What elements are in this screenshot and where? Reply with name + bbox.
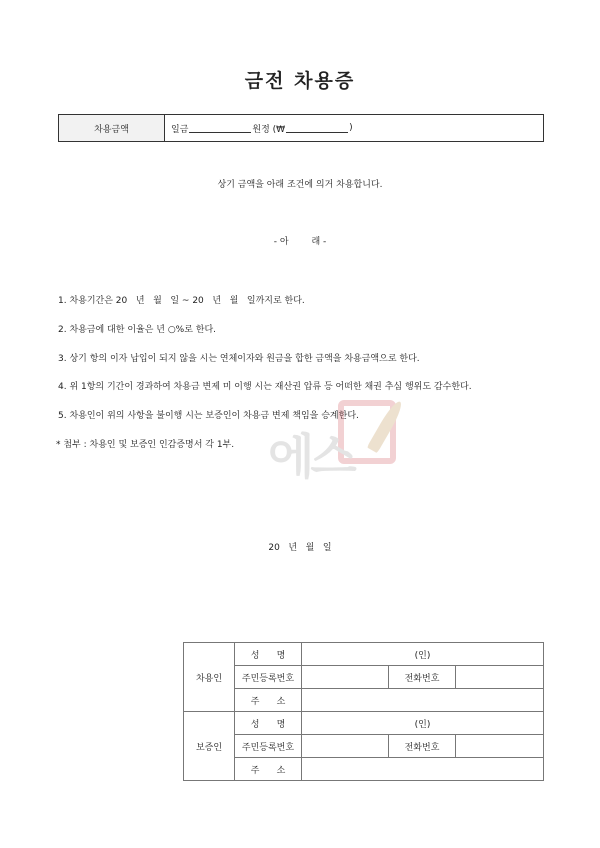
borrower-phone-label: 전화번호 <box>389 666 456 689</box>
clause-4: 4. 위 1항의 기간이 경과하여 차용금 변제 미 이행 시는 재산권 압류 등 어떠한 채권 추심 행위도 감수한다. <box>58 382 472 392</box>
borrower-phone-cell[interactable] <box>456 666 544 689</box>
amount-number-blank <box>286 124 348 133</box>
loan-amount-value <box>165 115 543 141</box>
attachment-note: * 첨부 : 차용인 및 보증인 인감증명서 각 1부. <box>56 440 235 450</box>
borrower-address-cell[interactable] <box>302 689 544 712</box>
borrower-address-label: 주 소 <box>235 689 302 712</box>
amount-won-label: 원정 (₩ <box>252 124 286 135</box>
amount-korean-blank <box>189 124 251 133</box>
guarantor-id-cell[interactable] <box>302 735 389 758</box>
intro-statement: 상기 금액을 아래 조건에 의거 차용합니다. <box>217 180 383 190</box>
guarantor-phone-cell[interactable] <box>456 735 544 758</box>
guarantor-role: 보증인 <box>184 712 235 781</box>
borrower-role: 차용인 <box>184 643 235 712</box>
feather-icon <box>367 399 405 453</box>
borrower-id-label: 주민등록번호 <box>235 666 302 689</box>
section-heading: - 아 래 - <box>273 237 327 247</box>
guarantor-phone-label: 전화번호 <box>389 735 456 758</box>
borrower-name-cell[interactable]: (인) <box>302 643 544 666</box>
amount-prefix: 일금 <box>171 124 189 135</box>
clause-2: 2. 차용금에 대한 이율은 년 ○%로 한다. <box>58 325 217 335</box>
clause-3: 3. 상기 항의 이자 납입이 되지 않을 시는 연체이자와 원금을 합한 금액을 차용금액으로 한다. <box>58 354 420 364</box>
watermark-text: 에스 <box>268 429 353 485</box>
date-line: 20 년 월 일 <box>268 543 332 553</box>
borrower-id-cell[interactable] <box>302 666 389 689</box>
clause-5: 5. 차용인이 위의 사항을 불이행 시는 보증인이 차용금 변제 책임을 승계한다. <box>58 411 359 421</box>
borrower-name-label: 성 명 <box>235 643 302 666</box>
guarantor-name-label: 성 명 <box>235 712 302 735</box>
guarantor-id-label: 주민등록번호 <box>235 735 302 758</box>
document-title: 금전 차용증 <box>244 70 356 92</box>
amount-close: ) <box>349 123 353 133</box>
clause-1: 1. 차용기간은 20 년 월 일 ~ 20 년 월 일까지로 한다. <box>58 296 305 306</box>
guarantor-name-cell[interactable]: (인) <box>302 712 544 735</box>
loan-amount-box <box>58 114 544 142</box>
signature-table <box>183 642 544 781</box>
guarantor-address-cell[interactable] <box>302 758 544 781</box>
guarantor-address-label: 주 소 <box>235 758 302 781</box>
loan-amount-label: 차용금액 <box>59 115 165 141</box>
